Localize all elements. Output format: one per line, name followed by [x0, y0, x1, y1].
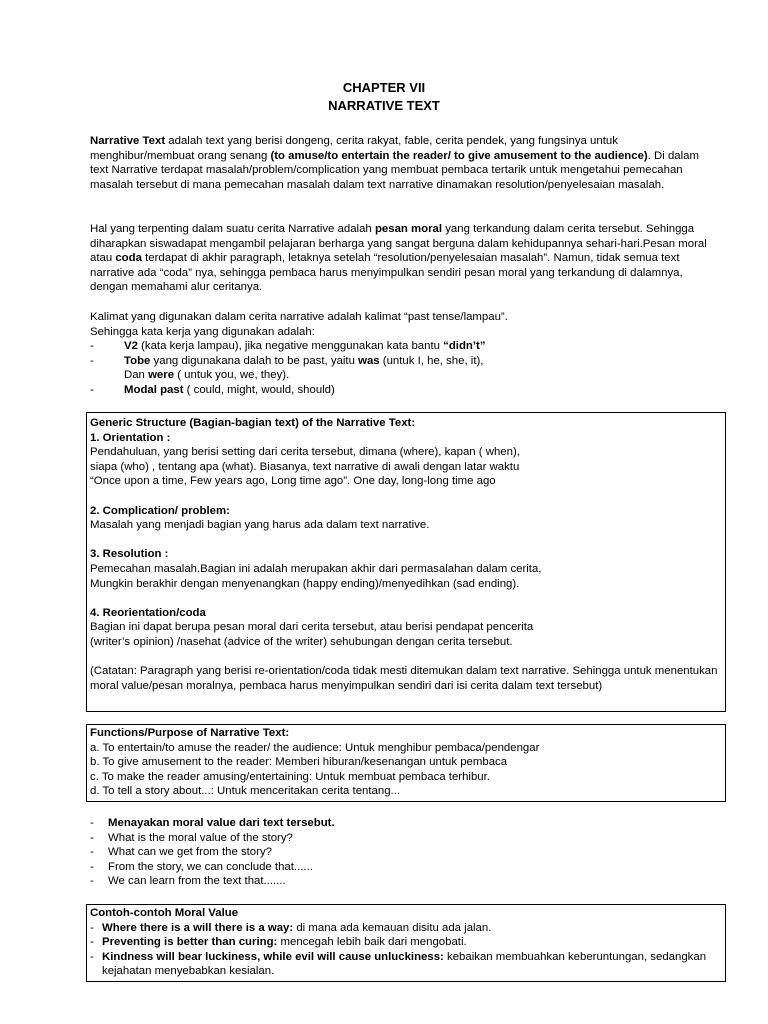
intro-paragraph-2: Hal yang terpenting dalam suatu cerita Narrative adalah pesan moral yang terkandung dalam cerita tersebut. Sehingga diharapkan siswadapat mengambil pelajaran berharga yang sangat berguna dalam kehidupannya sehari-hari.Pesan moral atau coda terdapat di akhir paragraph, letaknya setelah “resolution/penyelesaian masalah”. Namun, tidak semua text narrative ada “coda” nya, sehingga pembaca harus menyimpulkan sendiri pesan moral yang terkandung di dalamnya, dengan memahami alur ceritanya. — [90, 223, 707, 294]
questions-heading: - Menayakan moral value dari text tersebut. — [90, 817, 335, 829]
page-title: NARRATIVE TEXT — [328, 98, 440, 113]
chapter-heading: CHAPTER VII — [342, 80, 426, 95]
verb-intro-sentence: Sehingga kata kerja yang digunakan adalah: — [90, 325, 315, 338]
list-item-tobe-continued: Dan were ( untuk you, we, they). — [124, 369, 290, 382]
question-item: - We can learn from the text that....... — [90, 875, 286, 888]
functions-heading: Functions/Purpose of Narrative Text: — [90, 727, 290, 739]
moral-questions-list — [90, 816, 710, 889]
section-reorientation-title: 4. Reorientation/coda — [90, 606, 206, 619]
list-item-modal-past: - Modal past ( could, might, would, should) — [90, 383, 335, 396]
moral-value-item: - Kindness will bear luckiness, while evil will cause unluckiness: kebaikan membuahkan keberuntungan, sedangkan kejahatan menyebabkan kesialan. — [90, 950, 707, 978]
function-item: d. To tell a story about...: Untuk menceritakan cerita tentang... — [90, 785, 401, 798]
section-complication-title: 2. Complication/ problem: — [90, 504, 230, 517]
moral-value-item: - Where there is a will there is a way: di mana ada kemauan disitu ada jalan. — [90, 921, 492, 934]
question-item: - From the story, we can conclude that...... — [90, 860, 313, 873]
generic-structure-box: Generic Structure (Bagian-bagian text) of the Narrative Text: 1. Orientation : Pendahuluan, yang berisi setting dari cerita tersebut, dimana (where), kapan ( when), siapa (who) , tentang apa (what). Biasanya, text narrative di awali dengan latar waktu “Once upon a time, Few years ago, Long time ago”. One day, long-long time ago 2. Complication/ problem: Masalah yang menjadi bagian yang harus ada dalam text narrative. 3. Resolution : Pemecahan masalah.Bagian ini adalah merupakan akhir dari permasalahan dalam cerita, Mungkin berakhir dengan menyenangkan (happy ending)/menyedihkan (sad ending). 4. Reorientation/coda Bagian ini dapat berupa pesan moral dari cerita tersebut, atau berisi pendapat pencerita (writer’s opinion) /nasehat (advice of the writer) sehubungan dengan cerita tersebut. (Catatan: Paragraph yang berisi re-orientation/coda tidak mesti ditemukan dalam text narrative. Sehingga untuk menentukan moral value/pesan moralnya, pembaca harus menyimpulkan sendiri dari isi cerita dalam text tersebut) — [86, 412, 726, 712]
function-item: c. To make the reader amusing/entertaining: Untuk membuat pembaca terhibur. — [90, 770, 490, 783]
intro-paragraph-3 — [90, 310, 710, 398]
generic-structure-heading: Generic Structure (Bagian-bagian text) of the Narrative Text: — [90, 417, 416, 429]
list-item-v2: - V2 (kata kerja lampau), jika negative menggunakan kata bantu “didn’t” — [90, 340, 486, 353]
past-tense-sentence: Kalimat yang digunakan dalam cerita narrative adalah kalimat “past tense/lampau”. — [90, 311, 508, 323]
section-resolution-title: 3. Resolution : — [90, 548, 169, 561]
moral-value-item: - Preventing is better than curing: mencegah lebih baik dari mengobati. — [90, 936, 467, 949]
function-item: b. To give amusement to the reader: Memberi hiburan/kesenangan untuk pembaca — [90, 756, 508, 769]
section-orientation-title: 1. Orientation : — [90, 431, 171, 444]
list-item-tobe: - Tobe yang digunakana dalah to be past, yaitu was (untuk I, he, she, it), — [90, 354, 484, 367]
moral-value-heading: Contoh-contoh Moral Value — [90, 907, 239, 919]
term-narrative-text: Narrative Text — [90, 135, 166, 147]
moral-value-box — [86, 904, 726, 982]
functions-box — [86, 724, 726, 802]
intro-paragraph-1: Narrative Text adalah text yang berisi dongeng, cerita rakyat, fable, cerita pendek, yang fungsinya untuk menghibur/membuat orang senang (to amuse/to entertain the reader/ to give amusement to the audience). Di dalam text Narrative terdapat masalah/problem/complication yang membuat pembaca tertarik untuk mengetahui pemecahan masalah tersebut di mana pemecahan masalah dalam text narrative dinamakan resolution/penyelesaian masalah. — [90, 135, 699, 191]
structure-note: (Catatan: Paragraph yang berisi re-orientation/coda tidak mesti ditemukan dalam text narrative. Sehingga untuk menentukan moral value/pesan moralnya, pembaca harus menyimpulkan sendiri dari isi cerita dalam text tersebut) — [90, 665, 718, 692]
question-item: - What is the moral value of the story? — [90, 831, 293, 844]
function-item: a. To entertain/to amuse the reader/ the audience: Untuk menghibur pembaca/pendengar — [90, 741, 540, 754]
question-item: - What can we get from the story? — [90, 846, 272, 859]
